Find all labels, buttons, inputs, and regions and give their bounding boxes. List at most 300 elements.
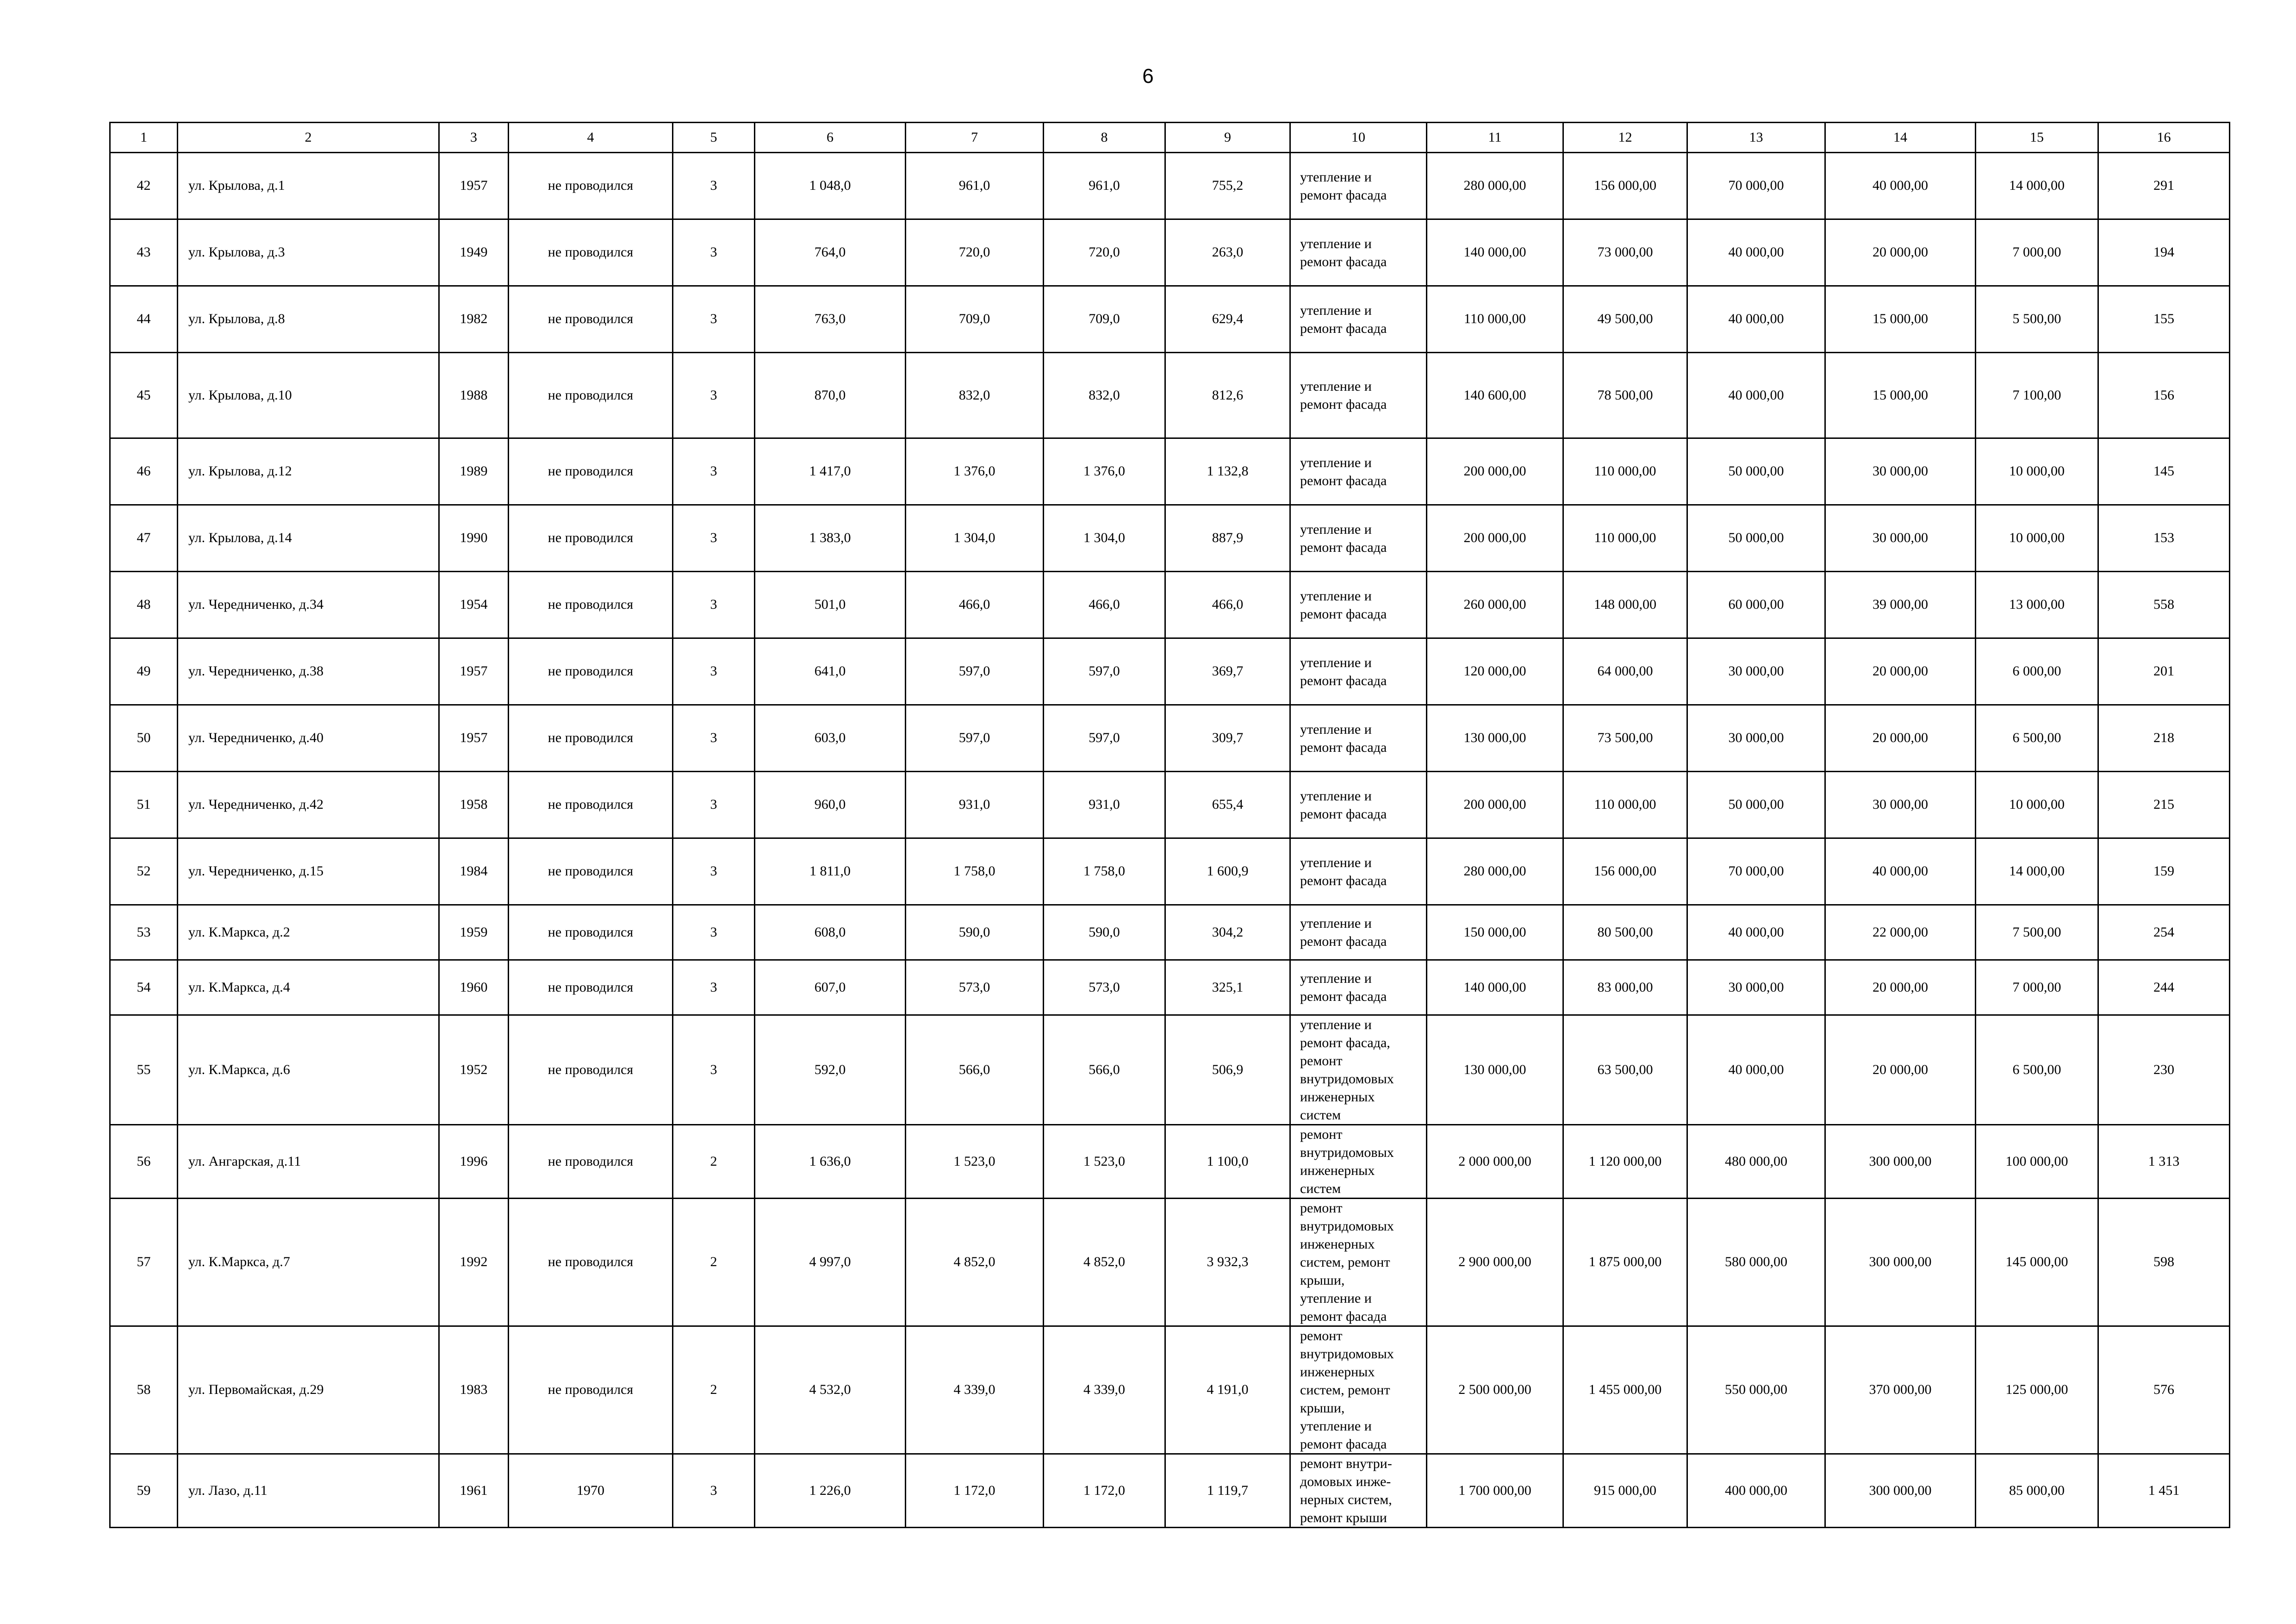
work-types-cell: утепление и ремонт фасада bbox=[1290, 438, 1427, 505]
residential-area-cell: 590,0 bbox=[1044, 905, 1165, 960]
column-header: 6 bbox=[755, 123, 906, 153]
table-row bbox=[110, 1326, 2230, 1454]
federal-fund-cell: 148 000,00 bbox=[1563, 572, 1687, 638]
work-types-cell: утепление и ремонт фасада, ремонт внутридомовых инженерных систем bbox=[1290, 1015, 1427, 1125]
living-area-cell: 709,0 bbox=[906, 286, 1044, 353]
local-budget-cell: 300 000,00 bbox=[1825, 1125, 1976, 1199]
apartments-area-cell: 506,9 bbox=[1165, 1015, 1290, 1125]
federal-fund-cell: 83 000,00 bbox=[1563, 960, 1687, 1015]
owners-funds-cell: 13 000,00 bbox=[1976, 572, 2098, 638]
total-cost-cell: 130 000,00 bbox=[1427, 705, 1563, 772]
column-header: 4 bbox=[509, 123, 673, 153]
total-cost-cell: 200 000,00 bbox=[1427, 505, 1563, 572]
federal-fund-cell: 63 500,00 bbox=[1563, 1015, 1687, 1125]
federal-fund-cell: 1 875 000,00 bbox=[1563, 1199, 1687, 1326]
apartments-area-cell: 325,1 bbox=[1165, 960, 1290, 1015]
total-area-cell: 870,0 bbox=[755, 353, 906, 438]
last-repair-cell: не проводился bbox=[509, 153, 673, 219]
work-types-cell: утепление и ремонт фасада bbox=[1290, 286, 1427, 353]
year-built-cell: 1958 bbox=[439, 772, 509, 838]
apartments-area-cell: 1 119,7 bbox=[1165, 1454, 1290, 1528]
total-cost-cell: 280 000,00 bbox=[1427, 838, 1563, 905]
apartments-area-cell: 309,7 bbox=[1165, 705, 1290, 772]
residential-area-cell: 597,0 bbox=[1044, 638, 1165, 705]
last-repair-cell: не проводился bbox=[509, 960, 673, 1015]
last-repair-cell: не проводился bbox=[509, 705, 673, 772]
row-number-cell: 54 bbox=[110, 960, 178, 1015]
local-budget-cell: 30 000,00 bbox=[1825, 772, 1976, 838]
owners-funds-cell: 7 000,00 bbox=[1976, 219, 2098, 286]
year-built-cell: 1957 bbox=[439, 153, 509, 219]
total-cost-cell: 150 000,00 bbox=[1427, 905, 1563, 960]
table-row bbox=[110, 1454, 2230, 1528]
work-types-cell: ремонт внутридомовых инженерных систем, ремонт крыши, утепление и ремонт фасада bbox=[1290, 1199, 1427, 1326]
column-header: 1 bbox=[110, 123, 178, 153]
residents-cell: 159 bbox=[2098, 838, 2230, 905]
work-types-cell: утепление и ремонт фасада bbox=[1290, 960, 1427, 1015]
owners-funds-cell: 100 000,00 bbox=[1976, 1125, 2098, 1199]
residents-cell: 1 313 bbox=[2098, 1125, 2230, 1199]
living-area-cell: 1 172,0 bbox=[906, 1454, 1044, 1528]
floors-cell: 3 bbox=[673, 960, 755, 1015]
apartments-area-cell: 812,6 bbox=[1165, 353, 1290, 438]
floors-cell: 3 bbox=[673, 905, 755, 960]
owners-funds-cell: 14 000,00 bbox=[1976, 838, 2098, 905]
apartments-area-cell: 263,0 bbox=[1165, 219, 1290, 286]
owners-funds-cell: 145 000,00 bbox=[1976, 1199, 2098, 1326]
year-built-cell: 1957 bbox=[439, 705, 509, 772]
residents-cell: 1 451 bbox=[2098, 1454, 2230, 1528]
floors-cell: 3 bbox=[673, 772, 755, 838]
total-cost-cell: 110 000,00 bbox=[1427, 286, 1563, 353]
owners-funds-cell: 6 500,00 bbox=[1976, 1015, 2098, 1125]
local-budget-cell: 20 000,00 bbox=[1825, 960, 1976, 1015]
residents-cell: 201 bbox=[2098, 638, 2230, 705]
floors-cell: 3 bbox=[673, 705, 755, 772]
owners-funds-cell: 7 100,00 bbox=[1976, 353, 2098, 438]
total-area-cell: 607,0 bbox=[755, 960, 906, 1015]
total-area-cell: 592,0 bbox=[755, 1015, 906, 1125]
owners-funds-cell: 7 500,00 bbox=[1976, 905, 2098, 960]
row-number-cell: 56 bbox=[110, 1125, 178, 1199]
total-cost-cell: 280 000,00 bbox=[1427, 153, 1563, 219]
work-types-cell: утепление и ремонт фасада bbox=[1290, 838, 1427, 905]
total-cost-cell: 2 000 000,00 bbox=[1427, 1125, 1563, 1199]
column-header: 14 bbox=[1825, 123, 1976, 153]
table-row bbox=[110, 1015, 2230, 1125]
regional-budget-cell: 580 000,00 bbox=[1687, 1199, 1825, 1326]
last-repair-cell: не проводился bbox=[509, 505, 673, 572]
table-row bbox=[110, 505, 2230, 572]
residents-cell: 244 bbox=[2098, 960, 2230, 1015]
total-cost-cell: 130 000,00 bbox=[1427, 1015, 1563, 1125]
work-types-cell: утепление и ремонт фасада bbox=[1290, 572, 1427, 638]
floors-cell: 3 bbox=[673, 438, 755, 505]
owners-funds-cell: 85 000,00 bbox=[1976, 1454, 2098, 1528]
regional-budget-cell: 60 000,00 bbox=[1687, 572, 1825, 638]
federal-fund-cell: 915 000,00 bbox=[1563, 1454, 1687, 1528]
row-number-cell: 59 bbox=[110, 1454, 178, 1528]
total-area-cell: 1 226,0 bbox=[755, 1454, 906, 1528]
regional-budget-cell: 480 000,00 bbox=[1687, 1125, 1825, 1199]
living-area-cell: 573,0 bbox=[906, 960, 1044, 1015]
residents-cell: 145 bbox=[2098, 438, 2230, 505]
floors-cell: 2 bbox=[673, 1199, 755, 1326]
address-cell: ул. Лазо, д.11 bbox=[178, 1454, 439, 1528]
residents-cell: 576 bbox=[2098, 1326, 2230, 1454]
total-area-cell: 608,0 bbox=[755, 905, 906, 960]
work-types-cell: утепление и ремонт фасада bbox=[1290, 705, 1427, 772]
column-header: 16 bbox=[2098, 123, 2230, 153]
regional-budget-cell: 50 000,00 bbox=[1687, 505, 1825, 572]
living-area-cell: 1 304,0 bbox=[906, 505, 1044, 572]
row-number-cell: 44 bbox=[110, 286, 178, 353]
local-budget-cell: 40 000,00 bbox=[1825, 153, 1976, 219]
apartments-area-cell: 629,4 bbox=[1165, 286, 1290, 353]
column-header: 12 bbox=[1563, 123, 1687, 153]
work-types-cell: ремонт внутридомовых инженерных систем bbox=[1290, 1125, 1427, 1199]
living-area-cell: 1 376,0 bbox=[906, 438, 1044, 505]
total-cost-cell: 2 900 000,00 bbox=[1427, 1199, 1563, 1326]
address-cell: ул. Крылова, д.12 bbox=[178, 438, 439, 505]
total-area-cell: 1 048,0 bbox=[755, 153, 906, 219]
residential-area-cell: 573,0 bbox=[1044, 960, 1165, 1015]
residents-cell: 194 bbox=[2098, 219, 2230, 286]
column-header: 11 bbox=[1427, 123, 1563, 153]
local-budget-cell: 30 000,00 bbox=[1825, 438, 1976, 505]
apartments-area-cell: 655,4 bbox=[1165, 772, 1290, 838]
total-area-cell: 603,0 bbox=[755, 705, 906, 772]
living-area-cell: 1 523,0 bbox=[906, 1125, 1044, 1199]
address-cell: ул. Чередниченко, д.15 bbox=[178, 838, 439, 905]
total-area-cell: 641,0 bbox=[755, 638, 906, 705]
total-cost-cell: 140 000,00 bbox=[1427, 960, 1563, 1015]
local-budget-cell: 15 000,00 bbox=[1825, 353, 1976, 438]
row-number-cell: 42 bbox=[110, 153, 178, 219]
table-row bbox=[110, 286, 2230, 353]
column-header: 13 bbox=[1687, 123, 1825, 153]
year-built-cell: 1996 bbox=[439, 1125, 509, 1199]
local-budget-cell: 15 000,00 bbox=[1825, 286, 1976, 353]
work-types-cell: утепление и ремонт фасада bbox=[1290, 638, 1427, 705]
total-area-cell: 1 811,0 bbox=[755, 838, 906, 905]
year-built-cell: 1982 bbox=[439, 286, 509, 353]
living-area-cell: 4 852,0 bbox=[906, 1199, 1044, 1326]
owners-funds-cell: 125 000,00 bbox=[1976, 1326, 2098, 1454]
work-types-cell: утепление и ремонт фасада bbox=[1290, 772, 1427, 838]
year-built-cell: 1989 bbox=[439, 438, 509, 505]
apartments-area-cell: 1 100,0 bbox=[1165, 1125, 1290, 1199]
row-number-cell: 47 bbox=[110, 505, 178, 572]
living-area-cell: 597,0 bbox=[906, 638, 1044, 705]
federal-fund-cell: 49 500,00 bbox=[1563, 286, 1687, 353]
row-number-cell: 49 bbox=[110, 638, 178, 705]
local-budget-cell: 39 000,00 bbox=[1825, 572, 1976, 638]
total-cost-cell: 140 000,00 bbox=[1427, 219, 1563, 286]
regional-budget-cell: 50 000,00 bbox=[1687, 772, 1825, 838]
last-repair-cell: не проводился bbox=[509, 438, 673, 505]
living-area-cell: 466,0 bbox=[906, 572, 1044, 638]
row-number-cell: 46 bbox=[110, 438, 178, 505]
total-area-cell: 1 383,0 bbox=[755, 505, 906, 572]
regional-budget-cell: 550 000,00 bbox=[1687, 1326, 1825, 1454]
living-area-cell: 1 758,0 bbox=[906, 838, 1044, 905]
year-built-cell: 1959 bbox=[439, 905, 509, 960]
total-cost-cell: 260 000,00 bbox=[1427, 572, 1563, 638]
year-built-cell: 1957 bbox=[439, 638, 509, 705]
page-number: 6 bbox=[1142, 65, 1154, 87]
living-area-cell: 720,0 bbox=[906, 219, 1044, 286]
residential-area-cell: 1 304,0 bbox=[1044, 505, 1165, 572]
address-cell: ул. Ангарская, д.11 bbox=[178, 1125, 439, 1199]
row-number-cell: 48 bbox=[110, 572, 178, 638]
residents-cell: 558 bbox=[2098, 572, 2230, 638]
apartments-area-cell: 887,9 bbox=[1165, 505, 1290, 572]
floors-cell: 2 bbox=[673, 1326, 755, 1454]
last-repair-cell: не проводился bbox=[509, 638, 673, 705]
floors-cell: 3 bbox=[673, 153, 755, 219]
floors-cell: 3 bbox=[673, 1454, 755, 1528]
apartments-area-cell: 4 191,0 bbox=[1165, 1326, 1290, 1454]
year-built-cell: 1988 bbox=[439, 353, 509, 438]
address-cell: ул. Крылова, д.8 bbox=[178, 286, 439, 353]
work-types-cell: утепление и ремонт фасада bbox=[1290, 153, 1427, 219]
last-repair-cell: не проводился bbox=[509, 286, 673, 353]
regional-budget-cell: 40 000,00 bbox=[1687, 219, 1825, 286]
last-repair-cell: не проводился bbox=[509, 219, 673, 286]
work-types-cell: утепление и ремонт фасада bbox=[1290, 219, 1427, 286]
row-number-cell: 43 bbox=[110, 219, 178, 286]
last-repair-cell: не проводился bbox=[509, 1125, 673, 1199]
year-built-cell: 1949 bbox=[439, 219, 509, 286]
federal-fund-cell: 73 000,00 bbox=[1563, 219, 1687, 286]
table-row bbox=[110, 838, 2230, 905]
row-number-cell: 51 bbox=[110, 772, 178, 838]
owners-funds-cell: 10 000,00 bbox=[1976, 438, 2098, 505]
last-repair-cell: не проводился bbox=[509, 1015, 673, 1125]
row-number-cell: 50 bbox=[110, 705, 178, 772]
apartments-area-cell: 466,0 bbox=[1165, 572, 1290, 638]
local-budget-cell: 40 000,00 bbox=[1825, 838, 1976, 905]
regional-budget-cell: 40 000,00 bbox=[1687, 353, 1825, 438]
floors-cell: 3 bbox=[673, 505, 755, 572]
address-cell: ул. К.Маркса, д.2 bbox=[178, 905, 439, 960]
floors-cell: 3 bbox=[673, 638, 755, 705]
last-repair-cell: не проводился bbox=[509, 1199, 673, 1326]
table-row bbox=[110, 705, 2230, 772]
owners-funds-cell: 14 000,00 bbox=[1976, 153, 2098, 219]
residential-area-cell: 1 523,0 bbox=[1044, 1125, 1165, 1199]
column-header: 7 bbox=[906, 123, 1044, 153]
address-cell: ул. Чередниченко, д.38 bbox=[178, 638, 439, 705]
local-budget-cell: 300 000,00 bbox=[1825, 1199, 1976, 1326]
total-cost-cell: 2 500 000,00 bbox=[1427, 1326, 1563, 1454]
regional-budget-cell: 30 000,00 bbox=[1687, 705, 1825, 772]
residential-area-cell: 1 376,0 bbox=[1044, 438, 1165, 505]
residential-area-cell: 720,0 bbox=[1044, 219, 1165, 286]
table-row bbox=[110, 353, 2230, 438]
regional-budget-cell: 40 000,00 bbox=[1687, 1015, 1825, 1125]
last-repair-cell: не проводился bbox=[509, 572, 673, 638]
residents-cell: 598 bbox=[2098, 1199, 2230, 1326]
residential-area-cell: 466,0 bbox=[1044, 572, 1165, 638]
residents-cell: 218 bbox=[2098, 705, 2230, 772]
total-area-cell: 4 532,0 bbox=[755, 1326, 906, 1454]
apartments-area-cell: 1 132,8 bbox=[1165, 438, 1290, 505]
living-area-cell: 4 339,0 bbox=[906, 1326, 1044, 1454]
total-area-cell: 1 417,0 bbox=[755, 438, 906, 505]
federal-fund-cell: 64 000,00 bbox=[1563, 638, 1687, 705]
year-built-cell: 1960 bbox=[439, 960, 509, 1015]
local-budget-cell: 22 000,00 bbox=[1825, 905, 1976, 960]
total-area-cell: 960,0 bbox=[755, 772, 906, 838]
owners-funds-cell: 7 000,00 bbox=[1976, 960, 2098, 1015]
owners-funds-cell: 6 500,00 bbox=[1976, 705, 2098, 772]
year-built-cell: 1952 bbox=[439, 1015, 509, 1125]
residents-cell: 153 bbox=[2098, 505, 2230, 572]
residential-area-cell: 832,0 bbox=[1044, 353, 1165, 438]
apartments-area-cell: 3 932,3 bbox=[1165, 1199, 1290, 1326]
apartments-area-cell: 304,2 bbox=[1165, 905, 1290, 960]
address-cell: ул. Крылова, д.1 bbox=[178, 153, 439, 219]
residents-cell: 215 bbox=[2098, 772, 2230, 838]
federal-fund-cell: 80 500,00 bbox=[1563, 905, 1687, 960]
living-area-cell: 597,0 bbox=[906, 705, 1044, 772]
address-cell: ул. Крылова, д.3 bbox=[178, 219, 439, 286]
work-types-cell: утепление и ремонт фасада bbox=[1290, 905, 1427, 960]
address-cell: ул. Чередниченко, д.40 bbox=[178, 705, 439, 772]
living-area-cell: 931,0 bbox=[906, 772, 1044, 838]
federal-fund-cell: 156 000,00 bbox=[1563, 838, 1687, 905]
address-cell: ул. Крылова, д.14 bbox=[178, 505, 439, 572]
owners-funds-cell: 10 000,00 bbox=[1976, 772, 2098, 838]
work-types-cell: ремонт внутри- домовых инже- нерных систем, ремонт крыши bbox=[1290, 1454, 1427, 1528]
residential-area-cell: 931,0 bbox=[1044, 772, 1165, 838]
residential-area-cell: 1 172,0 bbox=[1044, 1454, 1165, 1528]
total-area-cell: 1 636,0 bbox=[755, 1125, 906, 1199]
local-budget-cell: 20 000,00 bbox=[1825, 638, 1976, 705]
living-area-cell: 566,0 bbox=[906, 1015, 1044, 1125]
residents-cell: 230 bbox=[2098, 1015, 2230, 1125]
residential-area-cell: 597,0 bbox=[1044, 705, 1165, 772]
residential-area-cell: 4 339,0 bbox=[1044, 1326, 1165, 1454]
column-header: 8 bbox=[1044, 123, 1165, 153]
local-budget-cell: 30 000,00 bbox=[1825, 505, 1976, 572]
table-row bbox=[110, 219, 2230, 286]
floors-cell: 3 bbox=[673, 1015, 755, 1125]
total-cost-cell: 120 000,00 bbox=[1427, 638, 1563, 705]
regional-budget-cell: 40 000,00 bbox=[1687, 905, 1825, 960]
work-types-cell: ремонт внутридомовых инженерных систем, ремонт крыши, утепление и ремонт фасада bbox=[1290, 1326, 1427, 1454]
floors-cell: 3 bbox=[673, 353, 755, 438]
year-built-cell: 1984 bbox=[439, 838, 509, 905]
regional-budget-cell: 30 000,00 bbox=[1687, 638, 1825, 705]
total-cost-cell: 200 000,00 bbox=[1427, 438, 1563, 505]
year-built-cell: 1983 bbox=[439, 1326, 509, 1454]
table-row bbox=[110, 438, 2230, 505]
federal-fund-cell: 110 000,00 bbox=[1563, 438, 1687, 505]
residents-cell: 155 bbox=[2098, 286, 2230, 353]
work-types-cell: утепление и ремонт фасада bbox=[1290, 353, 1427, 438]
living-area-cell: 590,0 bbox=[906, 905, 1044, 960]
apartments-area-cell: 1 600,9 bbox=[1165, 838, 1290, 905]
living-area-cell: 832,0 bbox=[906, 353, 1044, 438]
column-header: 5 bbox=[673, 123, 755, 153]
column-header: 9 bbox=[1165, 123, 1290, 153]
address-cell: ул. К.Маркса, д.7 bbox=[178, 1199, 439, 1326]
apartments-area-cell: 369,7 bbox=[1165, 638, 1290, 705]
local-budget-cell: 370 000,00 bbox=[1825, 1326, 1976, 1454]
address-cell: ул. Крылова, д.10 bbox=[178, 353, 439, 438]
last-repair-cell: не проводился bbox=[509, 1326, 673, 1454]
year-built-cell: 1990 bbox=[439, 505, 509, 572]
total-cost-cell: 1 700 000,00 bbox=[1427, 1454, 1563, 1528]
floors-cell: 3 bbox=[673, 838, 755, 905]
total-cost-cell: 140 600,00 bbox=[1427, 353, 1563, 438]
work-types-cell: утепление и ремонт фасада bbox=[1290, 505, 1427, 572]
floors-cell: 3 bbox=[673, 572, 755, 638]
federal-fund-cell: 1 455 000,00 bbox=[1563, 1326, 1687, 1454]
residential-area-cell: 709,0 bbox=[1044, 286, 1165, 353]
row-number-cell: 55 bbox=[110, 1015, 178, 1125]
row-number-cell: 53 bbox=[110, 905, 178, 960]
address-cell: ул. Первомайская, д.29 bbox=[178, 1326, 439, 1454]
regional-budget-cell: 70 000,00 bbox=[1687, 838, 1825, 905]
floors-cell: 3 bbox=[673, 219, 755, 286]
regional-budget-cell: 400 000,00 bbox=[1687, 1454, 1825, 1528]
residents-cell: 156 bbox=[2098, 353, 2230, 438]
residential-area-cell: 566,0 bbox=[1044, 1015, 1165, 1125]
local-budget-cell: 20 000,00 bbox=[1825, 219, 1976, 286]
table-row bbox=[110, 153, 2230, 219]
last-repair-cell: не проводился bbox=[509, 353, 673, 438]
federal-fund-cell: 110 000,00 bbox=[1563, 772, 1687, 838]
address-cell: ул. Чередниченко, д.42 bbox=[178, 772, 439, 838]
column-header: 3 bbox=[439, 123, 509, 153]
federal-fund-cell: 156 000,00 bbox=[1563, 153, 1687, 219]
last-repair-cell: не проводился bbox=[509, 838, 673, 905]
table-row bbox=[110, 905, 2230, 960]
residential-area-cell: 1 758,0 bbox=[1044, 838, 1165, 905]
owners-funds-cell: 5 500,00 bbox=[1976, 286, 2098, 353]
address-cell: ул. Чередниченко, д.34 bbox=[178, 572, 439, 638]
row-number-cell: 45 bbox=[110, 353, 178, 438]
table-row bbox=[110, 1125, 2230, 1199]
total-cost-cell: 200 000,00 bbox=[1427, 772, 1563, 838]
table-row bbox=[110, 572, 2230, 638]
last-repair-cell: не проводился bbox=[509, 772, 673, 838]
year-built-cell: 1961 bbox=[439, 1454, 509, 1528]
federal-fund-cell: 73 500,00 bbox=[1563, 705, 1687, 772]
table-row bbox=[110, 960, 2230, 1015]
residential-area-cell: 961,0 bbox=[1044, 153, 1165, 219]
owners-funds-cell: 6 000,00 bbox=[1976, 638, 2098, 705]
regional-budget-cell: 50 000,00 bbox=[1687, 438, 1825, 505]
table-row bbox=[110, 638, 2230, 705]
total-area-cell: 764,0 bbox=[755, 219, 906, 286]
apartments-area-cell: 755,2 bbox=[1165, 153, 1290, 219]
year-built-cell: 1954 bbox=[439, 572, 509, 638]
row-number-cell: 52 bbox=[110, 838, 178, 905]
regional-budget-cell: 40 000,00 bbox=[1687, 286, 1825, 353]
column-number-row bbox=[110, 123, 2230, 153]
renovation-table bbox=[109, 122, 2230, 1528]
owners-funds-cell: 10 000,00 bbox=[1976, 505, 2098, 572]
total-area-cell: 4 997,0 bbox=[755, 1199, 906, 1326]
table-row bbox=[110, 772, 2230, 838]
last-repair-cell: 1970 bbox=[509, 1454, 673, 1528]
living-area-cell: 961,0 bbox=[906, 153, 1044, 219]
